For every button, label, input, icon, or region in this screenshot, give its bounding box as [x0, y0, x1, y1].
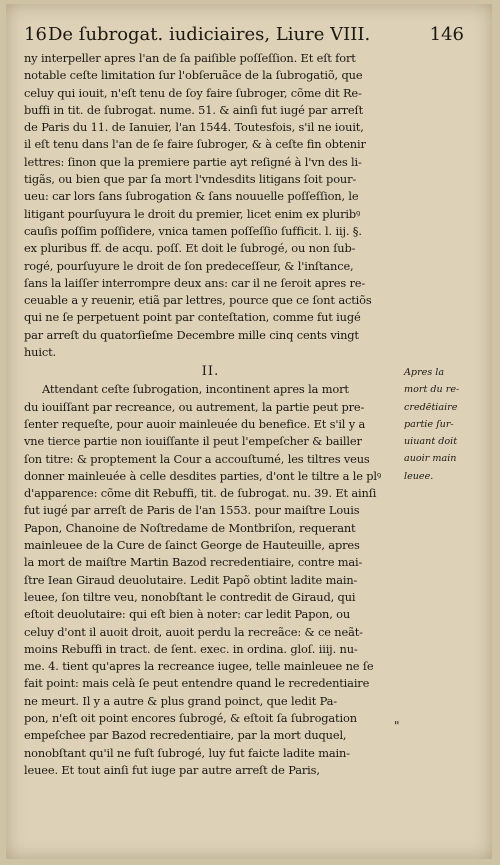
text-line: pon, n'eſt oit point encores ſubrogé, & eſtoit ſa ſubrogation: [24, 710, 357, 725]
text-line: Papon, Chanoine de Noſtredame de Montbriſon, requerant: [24, 520, 356, 535]
margin-note-line: partie ſur-: [404, 418, 454, 430]
text-line: fut iugé par arreſt de Paris de l'an 1553. pour maiſtre Louis: [24, 503, 360, 518]
text-line: celuy d'ont il auoit droit, auoit perdu la recreãce: & ce neãt-: [24, 624, 363, 639]
text-line: de Paris du 11. de Ianuier, l'an 1544. Toutesfois, s'il ne iouit,: [24, 120, 364, 135]
text-line: ſtre Iean Giraud deuolutaire. Ledit Papõ obtint ladite main-: [24, 572, 358, 587]
text-line: buffi in tit. de ſubrogat. nume. 51. & ainſi fut iugé par arreſt: [24, 102, 364, 117]
book-page: [6, 4, 492, 859]
running-header: [24, 24, 464, 46]
text-line: moins Rebuffi in tract. de ſent. exec. in ordina. gloſ. iiij. nu-: [24, 641, 358, 656]
text-line: cauſis poſſim poſſidere, vnica tamen poſſeſſio ſufficit. l. iij. §.: [24, 223, 362, 238]
text-line: nonobſtant qu'il ne fuſt ſubrogé, luy fut faicte ladite main-: [24, 745, 350, 760]
text-line: donner mainleuée à celle desdites parties, d'ont le tiltre a le plꝰ: [24, 468, 382, 483]
margin-note-line: uiuant doit: [404, 436, 458, 448]
text-line: fait point: mais celà ſe peut entendre quand le recredentiaire: [24, 676, 370, 691]
text-line: du iouiſſant par recreance, ou autrement, la partie peut pre-: [24, 399, 365, 414]
section-number: II.: [201, 364, 220, 380]
margin-note-line: auoir main: [404, 453, 457, 465]
text-line: ne meurt. Il y a autre & plus grand poinct, que ledit Pa-: [24, 693, 337, 708]
text-line: mainleuee de la Cure de ſainct George de Hauteuille, apres: [24, 538, 360, 553]
text-line: ſon titre: & proptement la Cour a accouſtumé, les tiltres veus: [24, 451, 370, 466]
paragraph-2: [24, 381, 397, 779]
margin-note-line: credētiaire: [404, 401, 458, 413]
text-line: d'apparence: cõme dit Rebuffi, tit. de ſubrogat. nu. 39. Et ainſi: [24, 486, 377, 501]
text-line: vne tierce partie non iouiſſante il peut l'empeſcher & bailler: [24, 434, 362, 449]
margin-note-line: mort du re-: [404, 384, 460, 396]
text-line: Attendant ceſte ſubrogation, incontinent apres la mort: [42, 382, 349, 397]
paragraph-1: [24, 50, 397, 361]
text-line: litigant pourſuyura le droit du premier, licet enim ex pluribꝰ: [24, 206, 361, 221]
text-line: ex pluribus ff. de acqu. poſſ. Et doit le ſubrogé, ou non ſub-: [24, 241, 356, 256]
margin-note-line: Apres la: [404, 367, 445, 378]
text-line: tigãs, ou bien que par ſa mort l'vndesdits litigans ſoit pour-: [24, 172, 357, 187]
text-line: rogé, pourſuyure le droit de ſon predeceſſeur, & l'inſtance,: [24, 258, 354, 273]
text-line: ſenter requeſte, pour auoir mainleuée du benefice. Et s'il y a: [24, 416, 366, 431]
text-line: ſans la laiſſer interrompre deux ans: car il ne ſeroit apres re-: [24, 275, 366, 290]
text-line: me. 4. tient qu'apres la recreance iugee, telle mainleuee ne ſe: [24, 659, 374, 674]
text-line: notable ceſte limitation ſur l'obſeruãce de la ſubrogatiõ, que: [24, 68, 363, 83]
margin-note: [404, 364, 490, 485]
text-line: qui ne ſe perpetuent point par conteſtation, comme fut iugé: [24, 310, 361, 325]
text-line: leuee. Et tout ainſi fut iuge par autre arreſt de Paris,: [24, 762, 320, 777]
text-line: eſtoit deuolutaire: qui eſt bien à noter: car ledit Papon, ou: [24, 607, 351, 622]
text-line: huict.: [24, 345, 56, 360]
body-text: [24, 50, 397, 779]
text-line: empeſchee par Bazod recredentiaire, par la mort duquel,: [24, 728, 347, 743]
margin-note-line: leuee.: [404, 470, 434, 482]
text-line: ny interpeller apres l'an de ſa paiſible poſſeſſion. Et eſt fort: [24, 51, 356, 65]
text-line: par arreſt du quatorſieſme Decembre mille cinq cents vingt: [24, 327, 359, 342]
footnote-mark: ": [394, 719, 400, 733]
text-line: ueu: car lors ſans ſubrogation & ſans nouuelle poſſeſſion, le: [24, 189, 359, 204]
text-line: leuee, ſon tiltre veu, nonobſtant le contredit de Giraud, qui: [24, 589, 356, 604]
text-line: celuy qui iouit, n'eſt tenu de ſoy faire ſubroger, cõme dit Re-: [24, 85, 362, 100]
text-line: ceuable a y reuenir, etiã par lettres, pource que ce ſont actiõs: [24, 293, 372, 308]
page-number-right: 146: [429, 24, 464, 45]
text-line: lettres: ſinon que la premiere partie ayt reſigné à l'vn des li-: [24, 154, 362, 169]
running-title: De ſubrogat. iudiciaires, Liure VIII.: [48, 24, 371, 45]
text-line: la mort de maiſtre Martin Bazod recredentiaire, contre mai-: [24, 555, 363, 570]
page-number-left: 16: [24, 24, 47, 45]
text-line: il eſt tenu dans l'an de ſe faire ſubroger, & à ceſte fin obtenir: [24, 137, 366, 152]
